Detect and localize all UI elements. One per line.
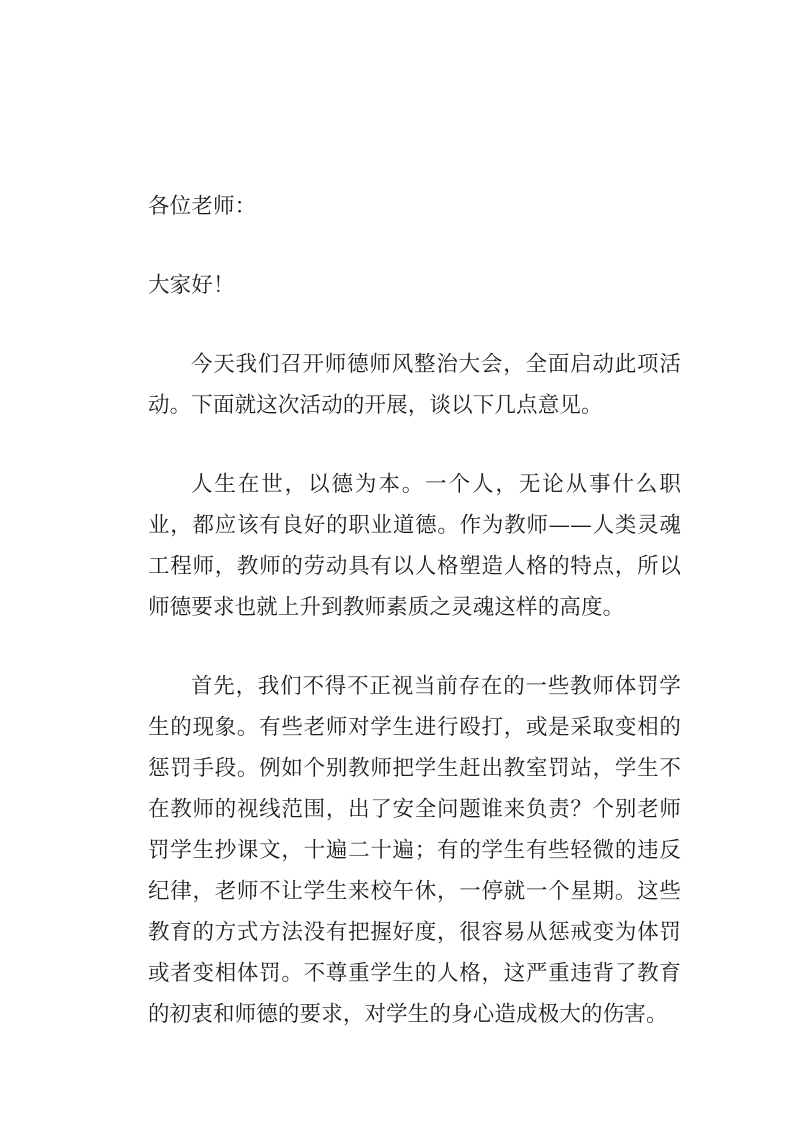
paragraph-morality-foundation: 人生在世，以德为本。一个人，无论从事什么职业，都应该有良好的职业道德。作为教师——人类灵魂工程师，教师的劳动具有以人格塑造人格的特点，所以师德要求也就上升到教师素质之灵魂这样的高度。 (148, 472, 681, 620)
paragraph-salutation: 各位老师： (148, 194, 257, 219)
paragraph-greeting: 大家好！ (148, 273, 235, 298)
paragraph-corporal-punishment: 首先，我们不得不正视当前存在的一些教师体罚学生的现象。有些老师对学生进行殴打，或是采取变相的惩罚手段。例如个别教师把学生赶出教室罚站，学生不在教师的视线范围，出了安全问题谁来负责？个别老师罚学生抄课文，十遍二十遍；有的学生有些轻微的违反纪律，老师不让学生来校午休，一停就一个星期。这些教育的方式方法没有把握好度，很容易从惩戒变为体罚或者变相体罚。不尊重学生的人格，这严重违背了教育的初衷和师德的要求，对学生的身心造成极大的伤害。 (148, 674, 681, 1027)
document-body (148, 186, 681, 1035)
paragraph-opening: 今天我们召开师德师风整治大会，全面启动此项活动。下面就这次活动的开展，谈以下几点意见。 (148, 352, 681, 418)
